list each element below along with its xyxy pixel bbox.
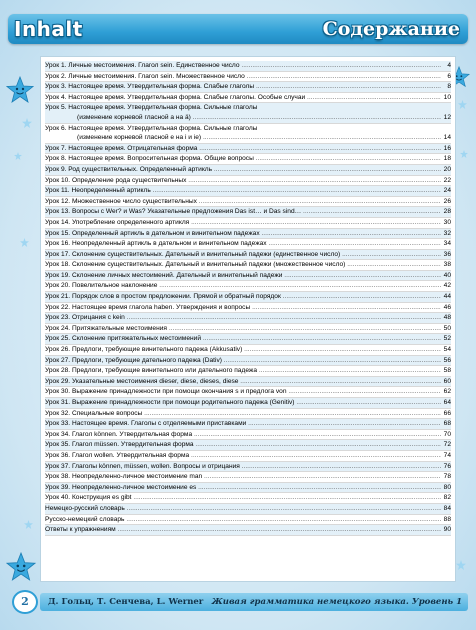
toc-list [41,57,455,536]
toc-entry-title: Урок 11. Неопределенный артикль ..... [45,186,441,196]
toc-entry-page: 66 [443,409,451,417]
toc-entry-page: 68 [443,420,451,428]
toc-entry-page: 64 [443,399,451,406]
toc-entry-title: Урок 33. Настоящее время. Глаголы с отделяемыми приставками ..... [45,419,441,429]
toc-entry-page: 70 [443,430,451,438]
toc-entry-title: Урок 23. Отрицания с kein ..... [45,313,441,323]
toc-entry [45,493,451,504]
toc-entry-title: Урок 1. Личные местоимения. Глагол sein. Единственное число ..... [45,61,441,71]
toc-entry [45,186,451,197]
toc-entry-title: Урок 9. Род существительных. Определенный артикль ..... [45,165,441,175]
toc-entry-title: Урок 34. Глагол können. Утвердительная форма ..... [45,430,441,440]
toc-entry-page: 78 [443,473,451,481]
header-title-russian: Содержание [322,18,460,40]
toc-entry-title: Урок 17. Склонение существительных. Дательный и винительный падежи (единственное число) ..... [45,250,441,260]
toc-entry-subtitle: (изменение корневой гласной e на i и ie) ..... [45,133,441,143]
toc-entry [45,207,451,218]
toc-entry-title: Урок 26. Предлоги, требующие винительного падежа (Akkusativ) ..... [45,345,441,355]
toc-entry-page: 58 [443,367,451,375]
toc-entry-title: Урок 2. Личные местоимения. Глагол sein. Множественное число ..... [45,72,441,82]
star-icon [20,238,29,247]
toc-entry-page: 84 [443,504,451,512]
toc-entry-title: Урок 37. Глаголы können, müssen, wollen. Вопросы и отрицания ..... [45,462,441,472]
toc-entry-title: Урок 29. Указательные местоимения dieser, diese, dieses, diese ..... [45,377,441,387]
toc-entry-page: 8 [447,83,451,91]
toc-entry [45,303,451,314]
toc-entry [45,377,451,388]
toc-entry [45,409,451,420]
toc-entry [45,472,451,483]
toc-entry [45,260,451,271]
toc-entry-title: Урок 24. Притяжательные местоимения ..... [45,324,441,334]
toc-entry-title: Урок 6. Настоящее время. Утвердительная форма. Сильные глаголы [45,124,258,132]
toc-entry-page: 56 [443,356,451,364]
toc-entry-page: 60 [443,377,451,385]
toc-entry [45,483,451,494]
toc-entry-page: 12 [443,113,451,121]
toc-entry-title: Урок 36. Глагол wollen. Утвердительная форма ..... [45,451,441,461]
toc-entry-page: 16 [443,144,451,152]
footer-bar [40,593,468,611]
toc-entry-title: Урок 32. Специальные вопросы ..... [45,409,441,419]
toc-entry-title: Урок 8. Настоящее время. Вопросительная форма. Общие вопросы ..... [45,154,441,164]
toc-panel [40,56,456,582]
star-icon [460,150,468,158]
toc-entry-title: Урок 3. Настоящее время. Утвердительная форма. Слабые глаголы ..... [45,82,441,92]
toc-entry-title: Урок 4. Настоящее время. Утвердительная форма. Слабые глаголы. Особые случаи ..... [45,93,441,103]
toc-entry-title: Урок 18. Склонение существительных. Дательный и винительный падежи (множественное число) ..... [45,260,441,270]
toc-entry-page: 76 [443,462,451,470]
toc-entry [45,176,451,187]
toc-entry-page: 46 [443,303,451,311]
toc-entry [45,504,451,515]
toc-entry-page: 20 [443,165,451,173]
toc-entry-line2 [45,113,451,123]
toc-entry-page: 10 [443,93,451,101]
toc-entry [45,440,451,451]
toc-entry-title: Урок 10. Определение рода существительных ..... [45,176,441,186]
toc-entry-title: Урок 15. Определенный артикль в дательном и винительном падежах ..... [45,229,441,239]
toc-entry-title: Урок 40. Конструкция es gibt ..... [45,493,441,503]
toc-entry-title: Урок 27. Предлоги, требующие дательного падежа (Dativ) ..... [45,356,441,366]
toc-entry-page: 30 [443,218,451,226]
header-title-german: Inhalt [14,17,83,41]
toc-entry [45,61,451,72]
toc-entry-title: Урок 12. Множественное число существительных ..... [45,197,441,207]
toc-entry [45,366,451,377]
toc-entry-title: Урок 21. Порядок слов в простом предложении. Прямой и обратный порядок ..... [45,292,441,302]
toc-entry-title: Ответы к упражнениям ..... [45,525,441,535]
toc-entry [45,356,451,367]
toc-entry [45,462,451,473]
toc-entry-page: 90 [443,526,451,534]
toc-entry-title: Урок 13. Вопросы с Wer? и Was? Указательные предложения Das ist… и Das sind… ..... [45,207,441,217]
page-number: 2 [12,590,38,614]
toc-entry-title: Урок 20. Повелительное наклонение ..... [45,281,441,291]
smiling-star-icon [6,552,36,582]
toc-entry-page: 48 [443,314,451,322]
toc-entry-title: Урок 38. Неопределенно-личное местоимение man ..... [45,472,441,482]
toc-entry [45,334,451,345]
star-icon [456,560,466,570]
toc-entry [45,124,451,144]
star-icon [22,118,32,128]
toc-entry-page: 80 [443,483,451,491]
toc-entry [45,103,451,123]
toc-entry [45,281,451,292]
toc-entry-page: 4 [447,62,451,69]
toc-entry-page: 38 [443,261,451,269]
toc-entry-title: Урок 7. Настоящее время. Отрицательная форма ..... [45,144,441,154]
toc-entry [45,250,451,261]
toc-entry-title: Урок 14. Употребление определенного артикля ..... [45,218,441,228]
toc-entry-title: Урок 39. Неопределенно-личное местоимение es ..... [45,483,441,493]
toc-entry-page: 32 [443,229,451,237]
toc-entry-title: Урок 19. Склонение личных местоимений. Дательный и винительный падежи ..... [45,271,441,281]
toc-entry-title: Русско-немецкий словарь ..... [45,515,441,525]
toc-entry-subtitle: (изменение корневой гласной a на ä) ..... [45,113,441,123]
star-icon [14,152,22,160]
toc-entry-page: 34 [443,240,451,248]
toc-entry-page: 22 [443,176,451,184]
toc-entry [45,165,451,176]
toc-entry-page: 18 [443,155,451,163]
toc-entry [45,93,451,104]
toc-entry [45,197,451,208]
toc-entry-title: Немецко-русский словарь ..... [45,504,441,514]
toc-entry [45,82,451,93]
toc-entry-page: 6 [447,72,451,80]
toc-entry [45,430,451,441]
toc-entry-title: Урок 25. Склонение притяжательных местоимений ..... [45,334,441,344]
toc-entry [45,525,451,536]
toc-entry [45,144,451,155]
toc-entry-title: Урок 22. Настоящее время глагола haben. Утверждения и вопросы ..... [45,303,441,313]
toc-entry [45,419,451,430]
toc-entry [45,72,451,83]
toc-entry [45,324,451,335]
toc-entry [45,387,451,398]
toc-entry-page: 62 [443,388,451,396]
toc-entry-page: 36 [443,250,451,258]
toc-entry-page: 72 [443,441,451,449]
toc-entry-page: 50 [443,324,451,332]
toc-entry [45,154,451,165]
toc-entry-title: Урок 28. Предлоги, требующие винительного или дательного падежа ..... [45,366,441,376]
toc-entry [45,313,451,324]
toc-entry [45,239,451,250]
toc-entry-page: 14 [443,134,451,142]
toc-entry-title: Урок 35. Глагол müssen. Утвердительная форма ..... [45,440,441,450]
toc-entry-page: 44 [443,293,451,301]
toc-entry [45,345,451,356]
toc-entry-title: Урок 31. Выражение принадлежности при помощи родительного падежа (Genitiv) ..... [45,398,441,408]
toc-entry [45,229,451,240]
toc-entry [45,271,451,282]
toc-entry [45,218,451,229]
footer-authors: Д. Гольц, Т. Сенчева, L. Werner [48,597,204,607]
header-banner [8,14,468,44]
toc-entry-title: Урок 5. Настоящее время. Утвердительная форма. Сильные глаголы [45,104,258,112]
toc-entry-page: 28 [443,208,451,216]
footer-book-title: Живая грамматика немецкого языка. Уровень 1 [211,597,462,607]
smiling-star-icon [6,76,34,104]
toc-entry-line2 [45,133,451,143]
toc-entry [45,451,451,462]
toc-entry-page: 42 [443,282,451,290]
toc-entry-title: Урок 30. Выражение принадлежности при помощи окончания s и предлога von ..... [45,387,441,397]
toc-entry-page: 82 [443,494,451,502]
toc-entry-page: 88 [443,515,451,523]
star-icon [24,520,33,529]
toc-entry-page: 40 [443,271,451,279]
toc-entry [45,515,451,526]
toc-entry-page: 24 [443,187,451,195]
toc-entry-page: 74 [443,451,451,459]
toc-entry-title: Урок 16. Неопределенный артикль в дательном и винительном падежах ..... [45,239,441,249]
toc-entry-page: 26 [443,197,451,205]
footer [0,590,476,614]
toc-entry-page: 52 [443,335,451,343]
star-icon [458,100,467,109]
toc-entry-page: 54 [443,346,451,354]
toc-entry [45,292,451,303]
toc-entry [45,398,451,409]
